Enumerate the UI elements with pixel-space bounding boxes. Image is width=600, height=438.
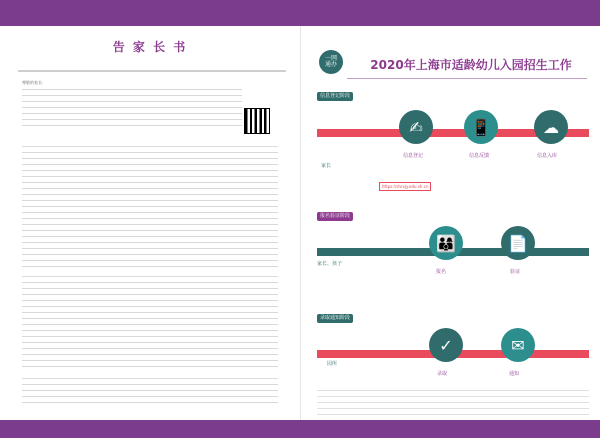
stage3-label-notify: 通知 <box>509 371 520 377</box>
stage2-tag: 报名验证阶段 <box>317 212 353 221</box>
notify-icon: ✉ <box>501 328 535 362</box>
right-page <box>300 26 600 420</box>
bottom-purple-band <box>0 420 600 438</box>
section-divider-3 <box>22 378 278 379</box>
database-icon: ☁ <box>534 110 568 144</box>
left-page <box>0 26 300 420</box>
stage1-url: https://shrxjy.edu.sh.cn <box>379 182 431 191</box>
stage3-tag: 录取通知阶段 <box>317 314 353 323</box>
section-divider-2 <box>22 276 278 277</box>
top-purple-band <box>0 0 600 26</box>
stage3-actor: 园所 <box>327 361 338 367</box>
stage1-label-feedback: 信息反馈 <box>469 153 490 159</box>
paragraph-block-1 <box>22 89 242 129</box>
stage1-tag: 信息登记阶段 <box>317 92 353 101</box>
feedback-icon: 📱 <box>464 110 498 144</box>
contact-block <box>317 390 589 416</box>
stage1-actor: 家长 <box>321 163 332 169</box>
stage2-label-verify: 验证 <box>510 269 521 275</box>
poster-title: 2020年上海市适龄幼儿入园招生工作 <box>370 58 572 72</box>
document-icon: 📄 <box>501 226 535 260</box>
register-icon: ✍ <box>399 110 433 144</box>
stage2-label-apply: 报名 <box>436 269 447 275</box>
page-title: 告 家 长 书 <box>112 40 188 54</box>
admit-icon: ✓ <box>429 328 463 362</box>
stage1-label-register: 信息登记 <box>403 153 424 159</box>
title-divider <box>18 70 286 72</box>
section-divider-1 <box>22 146 278 147</box>
qr-code <box>244 108 270 134</box>
stage2-actor: 家长、孩子 <box>317 261 343 267</box>
paragraph-block-4 <box>22 384 278 408</box>
paragraph-block-3 <box>22 282 278 372</box>
stage3-label-admit: 录取 <box>437 371 448 377</box>
stage1-label-enroll: 信息入库 <box>537 153 558 159</box>
intro-salutation: 尊敬的家长： <box>22 80 46 85</box>
paragraph-block-2 <box>22 152 278 272</box>
title-underline <box>347 78 587 79</box>
yiwangtongban-logo: 一网 通办 <box>319 50 343 74</box>
family-icon: 👨‍👩‍👦 <box>429 226 463 260</box>
